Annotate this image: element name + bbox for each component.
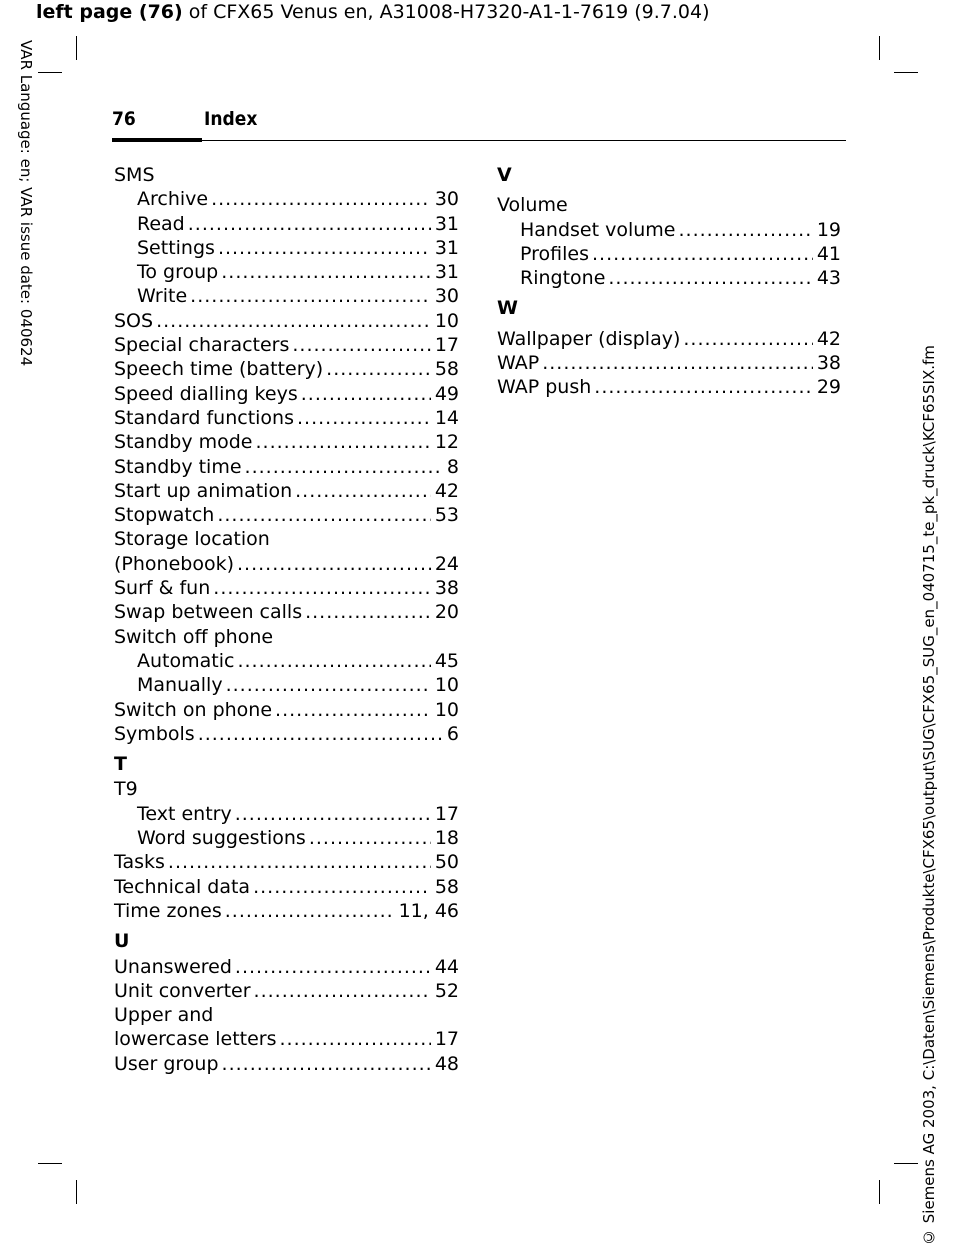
index-letter-w: W [497,297,518,320]
index-entry [114,576,459,600]
leader-dots [326,357,431,381]
leader-dots [168,850,431,874]
entry-page: 19 [816,218,841,241]
entry-label: Stopwatch [114,504,215,527]
index-entry [114,899,459,923]
leader-dots [592,242,813,266]
entry-page: 18 [434,827,459,850]
leader-dots [608,266,812,290]
entry-page: 43 [816,267,841,290]
crop-mark [38,72,62,73]
index-subentry [497,218,841,242]
entry-label: Special characters [114,334,290,357]
entry-page: 20 [434,601,459,624]
index-letter-v: V [497,164,512,186]
entry-page: 30 [434,188,459,211]
index-entry [114,955,459,979]
index-heading: SMS [114,164,155,186]
index-subentry [114,212,459,236]
leader-dots [213,576,431,600]
entry-label: Handset volume [520,218,676,241]
entry-page: 8 [446,455,459,478]
entry-page: 30 [434,285,459,308]
entry-label: Speed dialling keys [114,382,298,405]
index-subentry [114,236,459,260]
leader-dots [292,333,430,357]
entry-page: 52 [434,979,459,1002]
leader-dots [222,1052,431,1076]
entry-page: 17 [434,334,459,357]
entry-page: 31 [434,212,459,235]
index-heading: T9 [114,778,138,801]
entry-page: 24 [434,552,459,575]
entry-label: Wallpaper (display) [497,327,681,350]
leader-dots [237,552,431,576]
index-entry [114,722,459,746]
entry-label: Time zones [114,899,222,922]
entry-label: SOS [114,309,154,332]
index-entry [114,1052,459,1076]
leader-dots [198,722,443,746]
index-subentry [114,826,459,850]
entry-label: Word suggestions [137,827,306,850]
index-entry [114,430,459,454]
entry-page: 31 [434,261,459,284]
entry-page: 45 [434,649,459,672]
leader-dots [301,382,431,406]
leader-dots [190,284,431,308]
entry-label: Settings [137,236,215,259]
index-column-left [114,163,459,1076]
index-subentry [497,242,841,266]
crop-mark [894,72,918,73]
index-heading: Storage location [114,528,270,551]
entry-page: 10 [434,674,459,697]
entry-label: Profiles [520,242,589,265]
entry-page: 38 [434,577,459,600]
entry-page: 42 [816,327,841,350]
crop-mark [76,36,77,60]
index-heading: Upper and [114,1004,214,1027]
index-heading: Volume [497,194,568,217]
leader-dots [235,802,431,826]
index-subentry [114,673,459,697]
leader-dots [156,309,431,333]
leader-dots [295,479,431,503]
page-header [112,104,846,142]
index-entry [114,406,459,430]
leader-dots [218,236,431,260]
crop-mark [894,1163,918,1164]
entry-page: 38 [816,352,841,375]
entry-label: Technical data [114,875,251,898]
entry-page: 41 [816,242,841,265]
entry-page: 50 [434,851,459,874]
entry-label: Automatic [137,649,235,672]
leader-dots [237,649,430,673]
index-entry [114,382,459,406]
entry-page: 11, 46 [398,899,459,922]
index-entry [114,552,459,576]
leader-dots [245,455,443,479]
entry-label: lowercase letters [114,1028,277,1051]
crop-mark [76,1180,77,1204]
entry-label: Write [137,285,188,308]
entry-label: Standby time [114,455,242,478]
entry-page: 49 [434,382,459,405]
leader-dots [188,212,431,236]
entry-page: 58 [434,875,459,898]
index-column-right [497,163,841,400]
header-rule-accent [112,138,202,142]
entry-page: 6 [446,722,459,745]
entry-page: 48 [434,1052,459,1075]
index-entry [497,327,841,351]
index-entry [114,698,459,722]
side-note-file-path: © Siemens AG 2003, C:\Daten\Siemens\Produkte\CFX65\output\SUG\CFX65_SUG_en_040715_te_pk_druck\KCF65SIX.fm [920,345,938,1246]
entry-label: To group [137,261,219,284]
entry-page: 44 [434,955,459,978]
entry-page: 17 [434,1028,459,1051]
crop-mark [879,1180,880,1204]
leader-dots [309,826,431,850]
leader-dots [297,406,431,430]
entry-label: WAP push [497,376,592,399]
side-note-language: VAR Language: en; VAR issue date: 040624 [17,40,35,367]
leader-dots [683,327,812,351]
entry-page: 10 [434,309,459,332]
leader-dots [217,503,430,527]
index-subentry [114,649,459,673]
entry-label: Symbols [114,722,195,745]
leader-dots [255,430,430,454]
entry-page: 14 [434,406,459,429]
index-subentry [114,187,459,211]
print-slug [36,1,709,23]
index-entry [114,309,459,333]
index-entry [114,600,459,624]
entry-label: Standby mode [114,431,253,454]
entry-label: Swap between calls [114,601,303,624]
entry-label: Unit converter [114,979,251,1002]
entry-label: User group [114,1052,219,1075]
leader-dots [305,600,431,624]
index-entry [114,850,459,874]
index-entry [114,979,459,1003]
index-subentry [114,260,459,284]
leader-dots [542,351,813,375]
entry-page: 42 [434,479,459,502]
leader-dots [226,673,431,697]
index-heading: Switch off phone [114,625,274,648]
entry-page: 12 [434,431,459,454]
index-entry [114,503,459,527]
index-entry [114,333,459,357]
entry-label: Speech time (battery) [114,358,324,381]
page-number: 76 [112,108,136,130]
leader-dots [594,375,813,399]
leader-dots [253,875,431,899]
print-slug-page: left page (76) [36,1,183,23]
index-entry [114,455,459,479]
entry-label: Ringtone [520,267,606,290]
entry-label: Unanswered [114,955,232,978]
index-subentry [114,284,459,308]
header-rule [112,140,846,141]
leader-dots [254,979,431,1003]
entry-page: 29 [816,376,841,399]
index-entry [114,357,459,381]
entry-label: Archive [137,188,209,211]
entry-page: 17 [434,802,459,825]
entry-page: 58 [434,358,459,381]
crop-mark [38,1163,62,1164]
index-entry [497,375,841,399]
leader-dots [221,260,431,284]
print-slug-doc: of CFX65 Venus en, A31008-H7320-A1-1-7619 (9.7.04) [182,1,710,23]
entry-page: 31 [434,236,459,259]
index-letter-u: U [114,930,130,953]
entry-label: (Phonebook) [114,552,234,575]
index-entry [114,479,459,503]
index-entry [114,875,459,899]
entry-label: Manually [137,674,223,697]
leader-dots [211,187,431,211]
entry-label: Text entry [137,802,232,825]
leader-dots [280,1027,431,1051]
index-entry [114,1027,459,1051]
entry-label: Standard functions [114,406,294,429]
entry-page: 10 [434,698,459,721]
entry-label: WAP [497,352,540,375]
crop-mark [879,36,880,60]
entry-label: Surf & fun [114,577,211,600]
index-entry [497,351,841,375]
index-letter-t: T [114,753,127,776]
leader-dots [275,698,431,722]
index-subentry [497,266,841,290]
entry-page: 53 [434,504,459,527]
index-subentry [114,802,459,826]
entry-label: Start up animation [114,479,293,502]
leader-dots [235,955,431,979]
leader-dots [679,218,813,242]
entry-label: Switch on phone [114,698,273,721]
leader-dots [225,899,395,923]
section-title: Index [204,108,258,130]
entry-label: Tasks [114,851,165,874]
entry-label: Read [137,212,185,235]
